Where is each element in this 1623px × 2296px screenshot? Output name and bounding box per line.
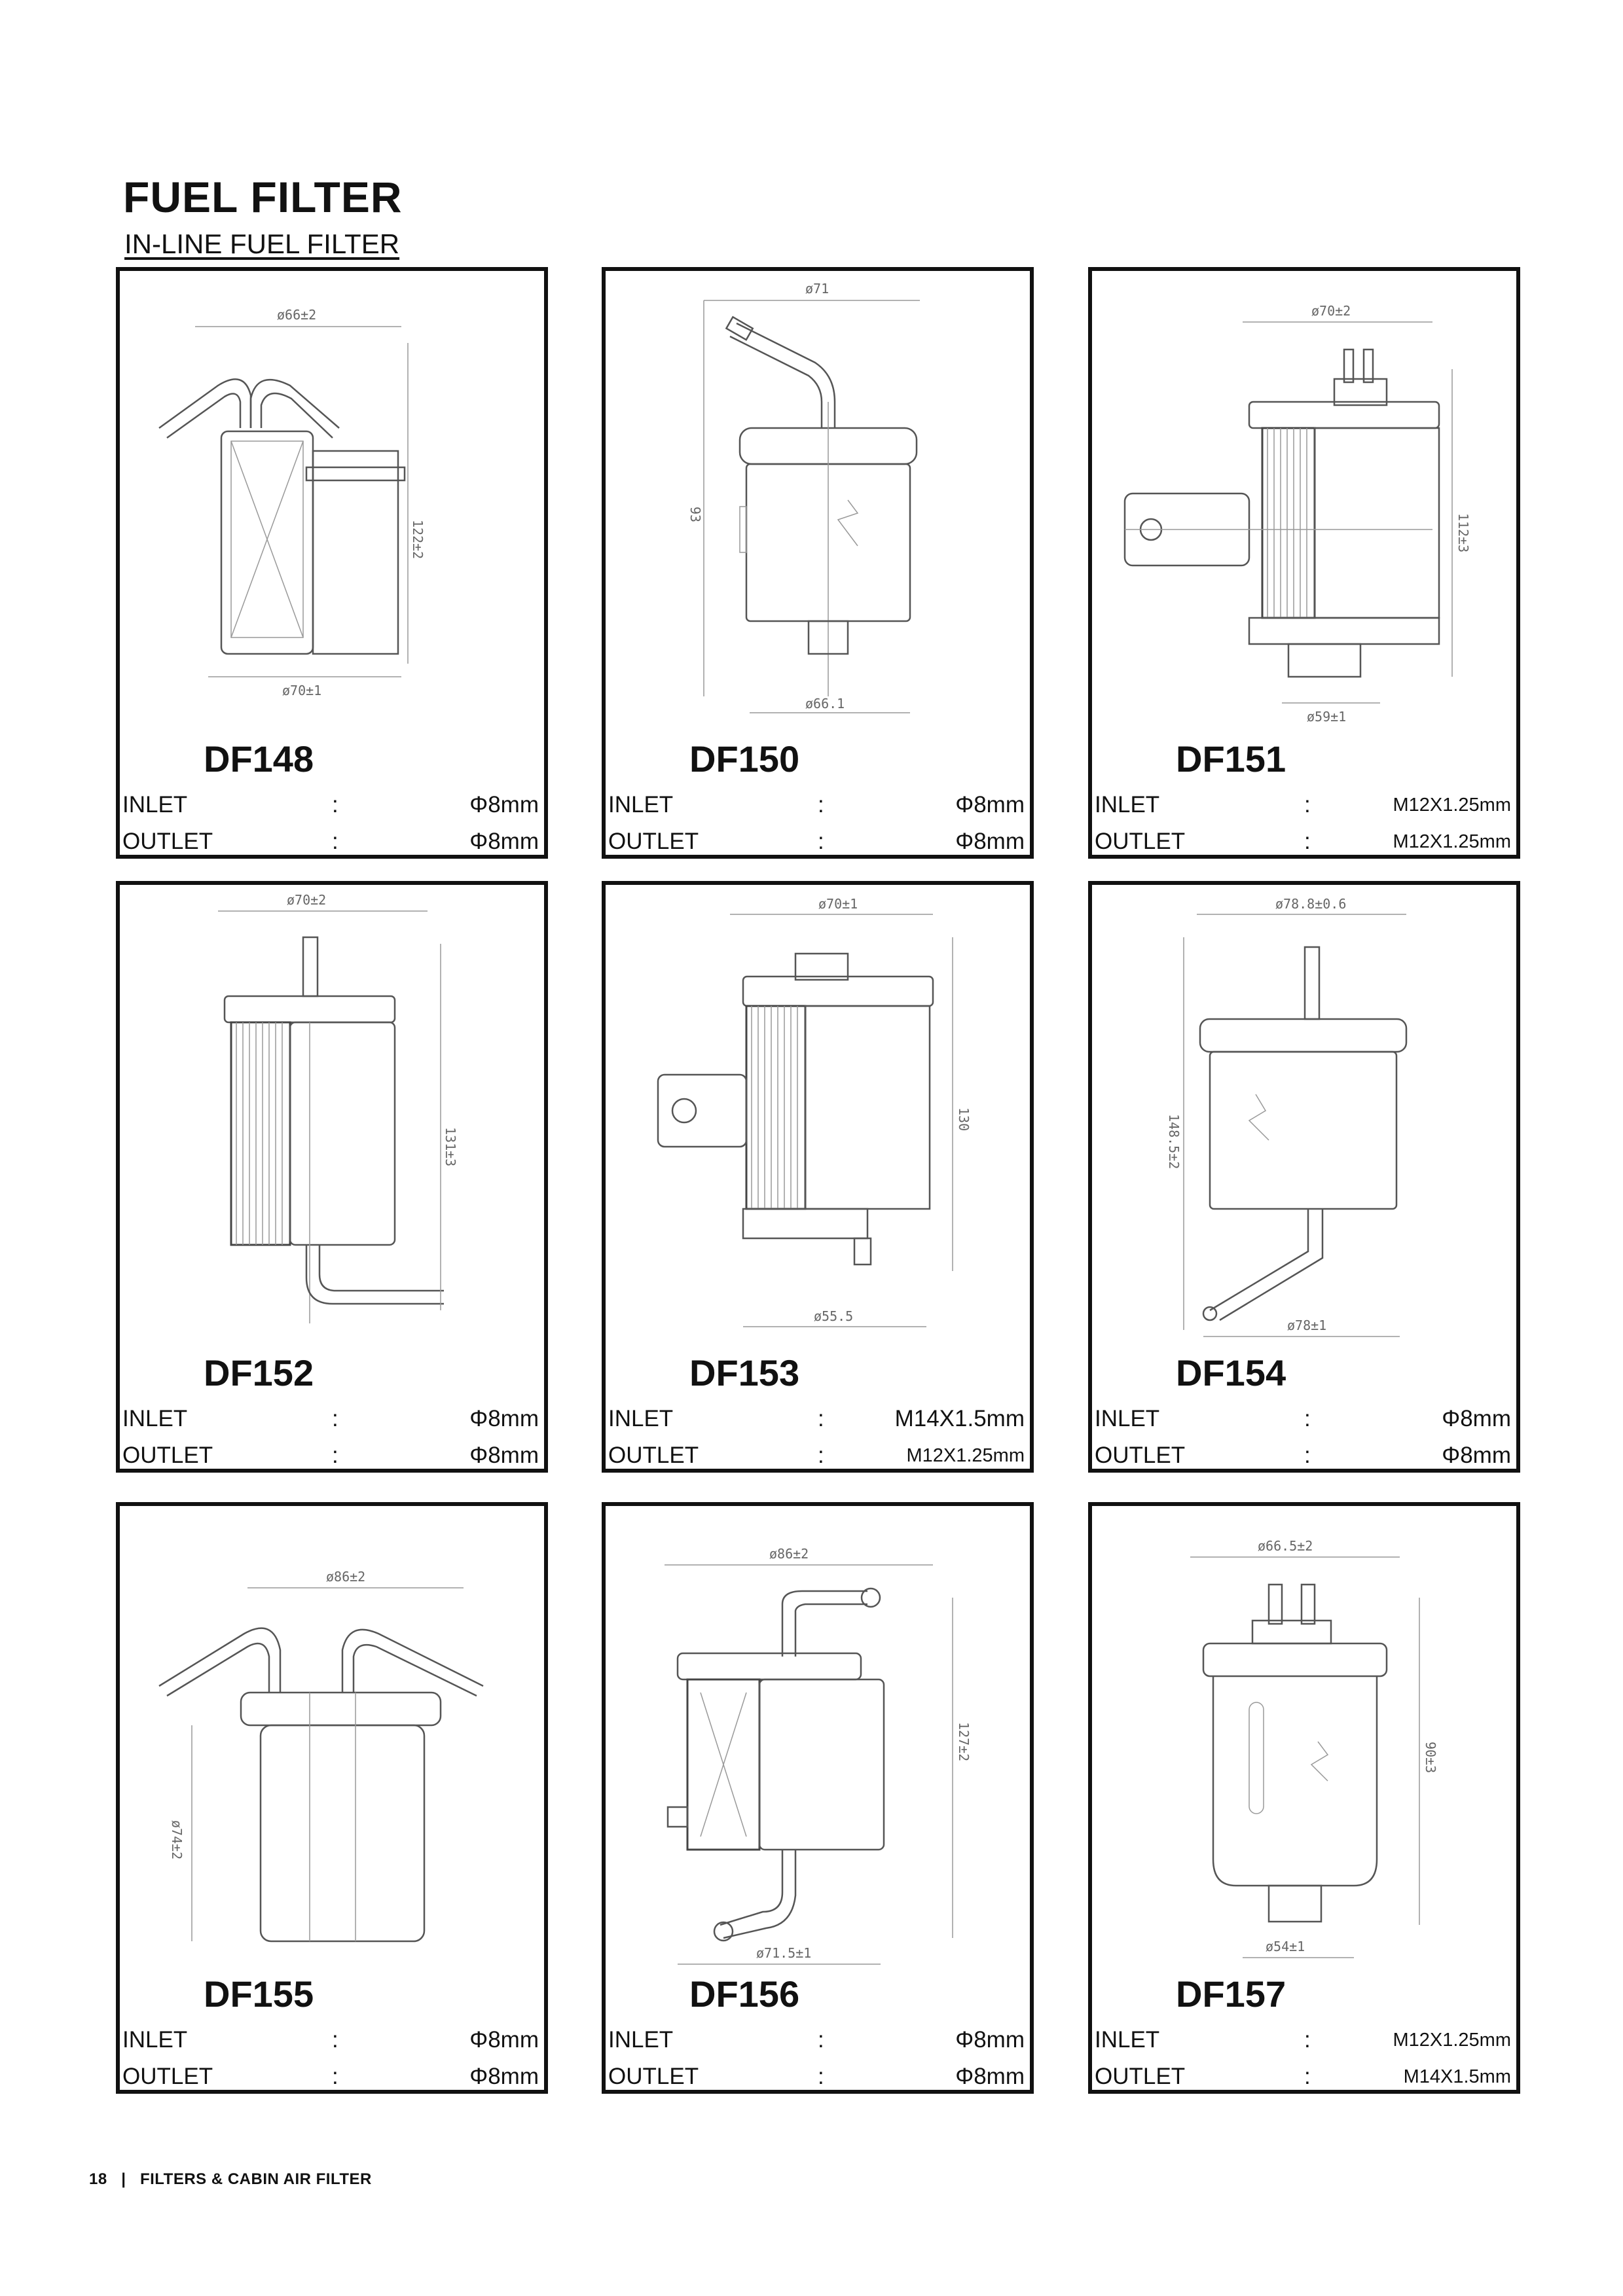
- inlet-value: Φ8mm: [469, 2027, 539, 2053]
- inlet-value: Φ8mm: [469, 1406, 539, 1431]
- outlet-value: M14X1.5mm: [1403, 2066, 1511, 2087]
- inlet-spec: [608, 1405, 1027, 1433]
- colon: :: [332, 2027, 338, 2053]
- product-code: DF157: [1176, 1973, 1286, 2015]
- colon: :: [818, 2064, 824, 2089]
- inlet-value: M12X1.25mm: [1393, 2030, 1511, 2051]
- page-title: FUEL FILTER: [123, 173, 403, 221]
- outlet-spec: [608, 2062, 1027, 2091]
- colon: :: [332, 792, 338, 817]
- dim-top: ø86±2: [326, 1569, 366, 1585]
- dim-top: ø66±2: [277, 307, 317, 323]
- dim-bottom: ø59±1: [1307, 709, 1347, 725]
- colon: :: [332, 2064, 338, 2089]
- colon: :: [1304, 1406, 1311, 1431]
- product-card-df152: [116, 881, 548, 1473]
- product-code: DF148: [204, 738, 314, 780]
- outlet-spec: [122, 1441, 541, 1470]
- dim-top: ø70±2: [287, 892, 327, 908]
- outlet-spec: [608, 827, 1027, 856]
- inlet-label: INLET: [122, 792, 188, 817]
- dim-side: ø74±2: [169, 1820, 185, 1860]
- inlet-label: INLET: [122, 2027, 188, 2053]
- colon: :: [332, 829, 338, 854]
- dim-side: 131±3: [443, 1127, 458, 1167]
- dim-side: 90±3: [1423, 1742, 1438, 1774]
- dim-top: ø66.5±2: [1258, 1538, 1313, 1554]
- product-code: DF152: [204, 1352, 314, 1393]
- colon: :: [332, 1443, 338, 1468]
- dim-bottom: ø66.1: [805, 696, 845, 711]
- dim-top: ø71: [805, 281, 830, 296]
- filter-drawing: [606, 1506, 1030, 1971]
- dim-side: 122±2: [410, 520, 426, 560]
- inlet-label: INLET: [122, 1406, 188, 1431]
- product-card-df157: [1088, 1502, 1520, 2094]
- inlet-value: Φ8mm: [1442, 1406, 1511, 1431]
- colon: :: [1304, 2064, 1311, 2089]
- dim-bottom: ø71.5±1: [756, 1945, 812, 1961]
- product-card-df153: [602, 881, 1034, 1473]
- outlet-label: OUTLET: [608, 1443, 699, 1468]
- dim-top: ø70±2: [1311, 303, 1351, 319]
- inlet-label: INLET: [608, 2027, 674, 2053]
- dim-side: 148.5±2: [1166, 1114, 1182, 1170]
- footer-section: FILTERS & CABIN AIR FILTER: [139, 2170, 372, 2188]
- outlet-value: Φ8mm: [469, 829, 539, 854]
- inlet-spec: [122, 1405, 541, 1433]
- colon: :: [818, 2027, 824, 2053]
- inlet-spec: [122, 2026, 541, 2054]
- filter-drawing: [606, 885, 1030, 1350]
- dim-top: ø86±2: [769, 1546, 809, 1562]
- product-card-df150: [602, 267, 1034, 859]
- inlet-spec: [608, 2026, 1027, 2054]
- colon: :: [818, 829, 824, 854]
- filter-drawing: [120, 271, 544, 736]
- product-code: DF154: [1176, 1352, 1286, 1393]
- inlet-spec: [1095, 2026, 1514, 2054]
- product-code: DF153: [689, 1352, 800, 1393]
- filter-drawing: [120, 1506, 544, 1971]
- product-card-df156: [602, 1502, 1034, 2094]
- page-footer: [89, 2170, 372, 2189]
- colon: :: [818, 1443, 824, 1468]
- dim-top: ø70±1: [818, 896, 858, 912]
- product-card-df155: [116, 1502, 548, 2094]
- dim-side: 127±2: [956, 1722, 972, 1762]
- inlet-value: M12X1.25mm: [1393, 795, 1511, 816]
- inlet-spec: [608, 791, 1027, 819]
- outlet-spec: [122, 827, 541, 856]
- outlet-label: OUTLET: [608, 829, 699, 854]
- inlet-spec: [1095, 1405, 1514, 1433]
- dim-bottom: ø70±1: [282, 683, 322, 698]
- inlet-spec: [1095, 791, 1514, 819]
- colon: :: [1304, 792, 1311, 817]
- outlet-value: Φ8mm: [1442, 1443, 1511, 1468]
- dim-bottom: ø54±1: [1266, 1939, 1305, 1954]
- outlet-spec: [1095, 827, 1514, 856]
- colon: :: [332, 1406, 338, 1431]
- colon: :: [818, 792, 824, 817]
- outlet-label: OUTLET: [1095, 1443, 1186, 1468]
- product-card-df148: [116, 267, 548, 859]
- dim-side: 112±3: [1455, 513, 1471, 553]
- outlet-value: Φ8mm: [955, 2064, 1025, 2089]
- outlet-label: OUTLET: [122, 829, 213, 854]
- outlet-spec: [1095, 2062, 1514, 2091]
- product-code: DF151: [1176, 738, 1286, 780]
- filter-drawing: [1092, 1506, 1516, 1971]
- colon: :: [818, 1406, 824, 1431]
- outlet-value: M12X1.25mm: [1393, 831, 1511, 852]
- outlet-label: OUTLET: [122, 1443, 213, 1468]
- page-subtitle: IN-LINE FUEL FILTER: [124, 228, 400, 259]
- inlet-label: INLET: [1095, 792, 1160, 817]
- outlet-value: Φ8mm: [469, 2064, 539, 2089]
- inlet-label: INLET: [608, 1406, 674, 1431]
- colon: :: [1304, 2027, 1311, 2053]
- outlet-label: OUTLET: [1095, 2064, 1186, 2089]
- colon: :: [1304, 1443, 1311, 1468]
- filter-drawing: [120, 885, 544, 1350]
- page-number: 18: [89, 2170, 107, 2188]
- dim-bottom: ø55.5: [814, 1308, 854, 1324]
- footer-separator: |: [121, 2170, 126, 2188]
- product-code: DF155: [204, 1973, 314, 2015]
- colon: :: [1304, 829, 1311, 854]
- inlet-label: INLET: [608, 792, 674, 817]
- dim-top: ø78.8±0.6: [1275, 896, 1347, 912]
- dim-side: 130: [956, 1107, 972, 1132]
- outlet-spec: [608, 1441, 1027, 1470]
- dim-side: 93: [687, 507, 703, 523]
- outlet-value: Φ8mm: [955, 829, 1025, 854]
- outlet-spec: [122, 2062, 541, 2091]
- inlet-value: Φ8mm: [955, 792, 1025, 817]
- outlet-value: Φ8mm: [469, 1443, 539, 1468]
- outlet-label: OUTLET: [608, 2064, 699, 2089]
- outlet-label: OUTLET: [122, 2064, 213, 2089]
- outlet-label: OUTLET: [1095, 829, 1186, 854]
- product-code: DF156: [689, 1973, 800, 2015]
- dim-bottom: ø78±1: [1287, 1318, 1327, 1333]
- inlet-value: M14X1.5mm: [894, 1406, 1025, 1431]
- inlet-label: INLET: [1095, 1406, 1160, 1431]
- filter-drawing: [1092, 271, 1516, 736]
- inlet-value: Φ8mm: [955, 2027, 1025, 2053]
- product-card-df154: [1088, 881, 1520, 1473]
- product-card-df151: [1088, 267, 1520, 859]
- filter-drawing: [606, 271, 1030, 736]
- product-code: DF150: [689, 738, 800, 780]
- outlet-value: M12X1.25mm: [906, 1445, 1025, 1466]
- inlet-label: INLET: [1095, 2027, 1160, 2053]
- filter-drawing: [1092, 885, 1516, 1350]
- outlet-spec: [1095, 1441, 1514, 1470]
- inlet-value: Φ8mm: [469, 792, 539, 817]
- inlet-spec: [122, 791, 541, 819]
